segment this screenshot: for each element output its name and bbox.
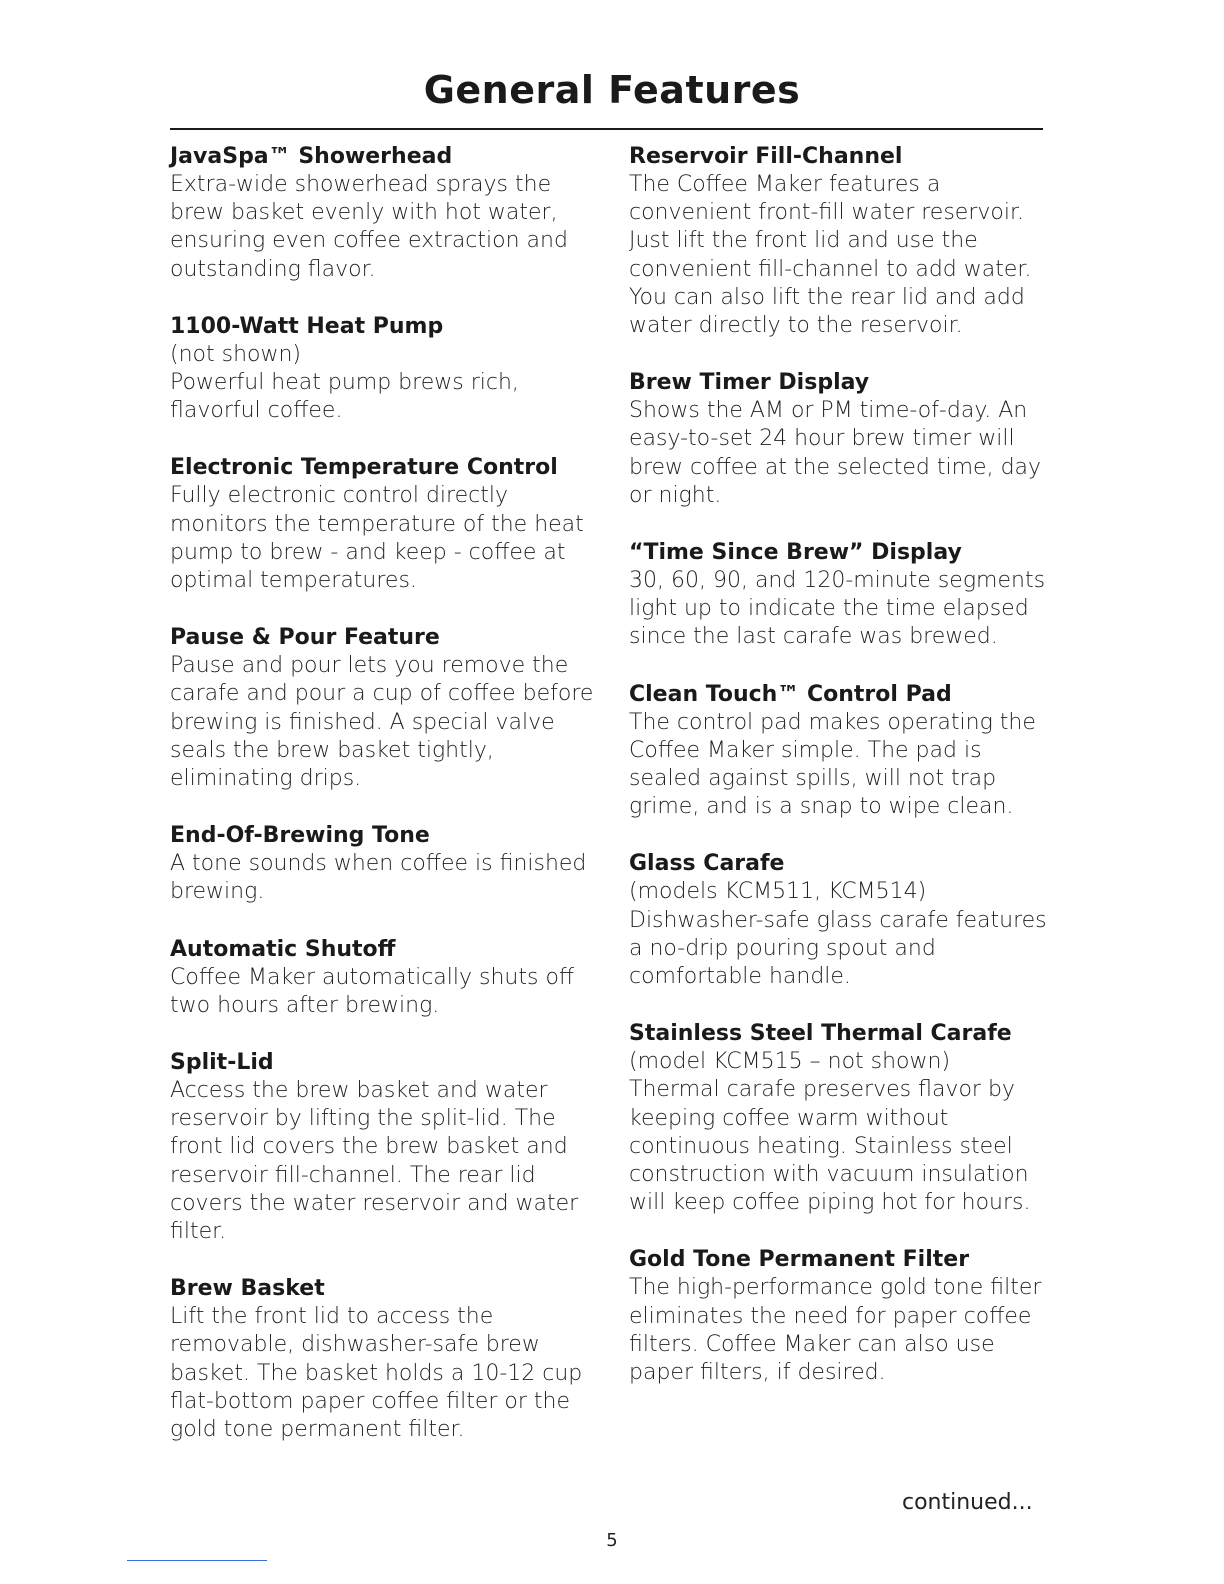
feature-heading: Gold Tone Permanent Filter [629, 1247, 970, 1273]
feature-heading: Clean Touch™ Control Pad [629, 681, 952, 707]
feature-description: Pause and pour lets you remove the carafe and pour a cup of coffee before brewing is finished. A special valve seals the brew basket tightly, eliminating drips. [170, 653, 594, 792]
feature-heading: “Time Since Brew” Display [629, 540, 962, 566]
feature-note: (models KCM511, KCM514) [629, 879, 927, 905]
feature-heading: Electronic Temperature Control [170, 455, 558, 481]
feature-gold-tone-filter [629, 1245, 1049, 1387]
feature-heading: Brew Basket [170, 1276, 325, 1302]
feature-end-of-brewing-tone [170, 821, 610, 906]
feature-heading: Reservoir Fill-Channel [629, 144, 903, 169]
feature-heading: Pause & Pour Feature [170, 625, 440, 651]
feature-pause-and-pour [170, 623, 610, 793]
feature-heading: JavaSpa™ Showerhead [170, 144, 453, 169]
feature-description: Shows the AM or PM time-of-day. An easy-to-set 24 hour brew timer will brew coffee at the selected time, day or night. [629, 398, 1042, 508]
feature-reservoir-fill-channel [629, 142, 1049, 340]
feature-heading: Automatic Shutoff [170, 936, 396, 962]
page-title: General Features [423, 68, 801, 112]
feature-javaspa-showerhead [170, 142, 610, 284]
page-number: 5 [606, 1530, 618, 1551]
feature-heading: Glass Carafe [629, 851, 785, 877]
feature-brew-timer-display [629, 368, 1049, 510]
feature-heading: End-Of-Brewing Tone [170, 823, 430, 849]
feature-description: Dishwasher-safe glass carafe features a no-drip pouring spout and comfortable handle. [629, 907, 1047, 990]
feature-description: The Coffee Maker features a convenient front-fill water reservoir. Just lift the front lid and use the convenient fill-channel to add water. You can also lift the rear lid and add water directly to the reservoir. [629, 172, 1032, 339]
feature-glass-carafe [629, 849, 1049, 991]
feature-description: A tone sounds when coffee is finished brewing. [170, 851, 587, 905]
feature-heat-pump [170, 312, 610, 426]
feature-description: Extra-wide showerhead sprays the brew basket evenly with hot water, ensuring even coffee extraction and outstanding flavor. [170, 172, 568, 282]
right-column [629, 142, 1049, 1387]
feature-description: Access the brew basket and water reservoir by lifting the split-lid. The front lid covers the brew basket and reservoir fill-channel. The rear lid covers the water reservoir and water filter. [170, 1078, 579, 1245]
feature-description: The control pad makes operating the Coffee Maker simple. The pad is sealed against spills, will not trap grime, and is a snap to wipe clean. [629, 709, 1036, 820]
footer-line [127, 1560, 267, 1561]
feature-description: Coffee Maker automatically shuts off two hours after brewing. [170, 964, 575, 1018]
feature-time-since-brew-display [629, 538, 1049, 652]
feature-heading: Brew Timer Display [629, 370, 870, 396]
feature-split-lid [170, 1048, 610, 1246]
left-column [170, 142, 610, 1444]
feature-note: (model KCM515 – not shown) [629, 1049, 951, 1075]
feature-heading: Split-Lid [170, 1050, 274, 1076]
feature-description: Powerful heat pump brews rich, flavorful coffee. [170, 370, 519, 424]
feature-note: (not shown) [170, 341, 301, 367]
title-divider [170, 128, 1043, 130]
feature-description: Lift the front lid to access the removable, dishwasher-safe brew basket. The basket holds a 10-12 cup flat-bottom paper coffee filter or the gold tone permanent filter. [170, 1304, 583, 1443]
feature-description: The high-performance gold tone filter eliminates the need for paper coffee filters. Coffee Maker can also use paper filters, if desired. [629, 1275, 1042, 1386]
feature-clean-touch-control-pad [629, 680, 1049, 822]
feature-heading: Stainless Steel Thermal Carafe [629, 1021, 1012, 1047]
feature-heading: 1100-Watt Heat Pump [170, 313, 444, 339]
continued-note: continued... [902, 1490, 1033, 1515]
feature-automatic-shutoff [170, 935, 610, 1020]
feature-description: Fully electronic control directly monitors the temperature of the heat pump to brew - and keep - coffee at optimal temperatures. [170, 483, 584, 594]
feature-brew-basket [170, 1274, 610, 1444]
feature-description: Thermal carafe preserves flavor by keeping coffee warm without continuous heating. Stainless steel construction with vacuum insulation will keep coffee piping hot for hours. [629, 1077, 1031, 1216]
feature-description: 30, 60, 90, and 120-minute segments light up to indicate the time elapsed since the last carafe was brewed. [629, 568, 1046, 650]
feature-thermal-carafe [629, 1019, 1049, 1217]
feature-electronic-temperature-control [170, 453, 610, 595]
